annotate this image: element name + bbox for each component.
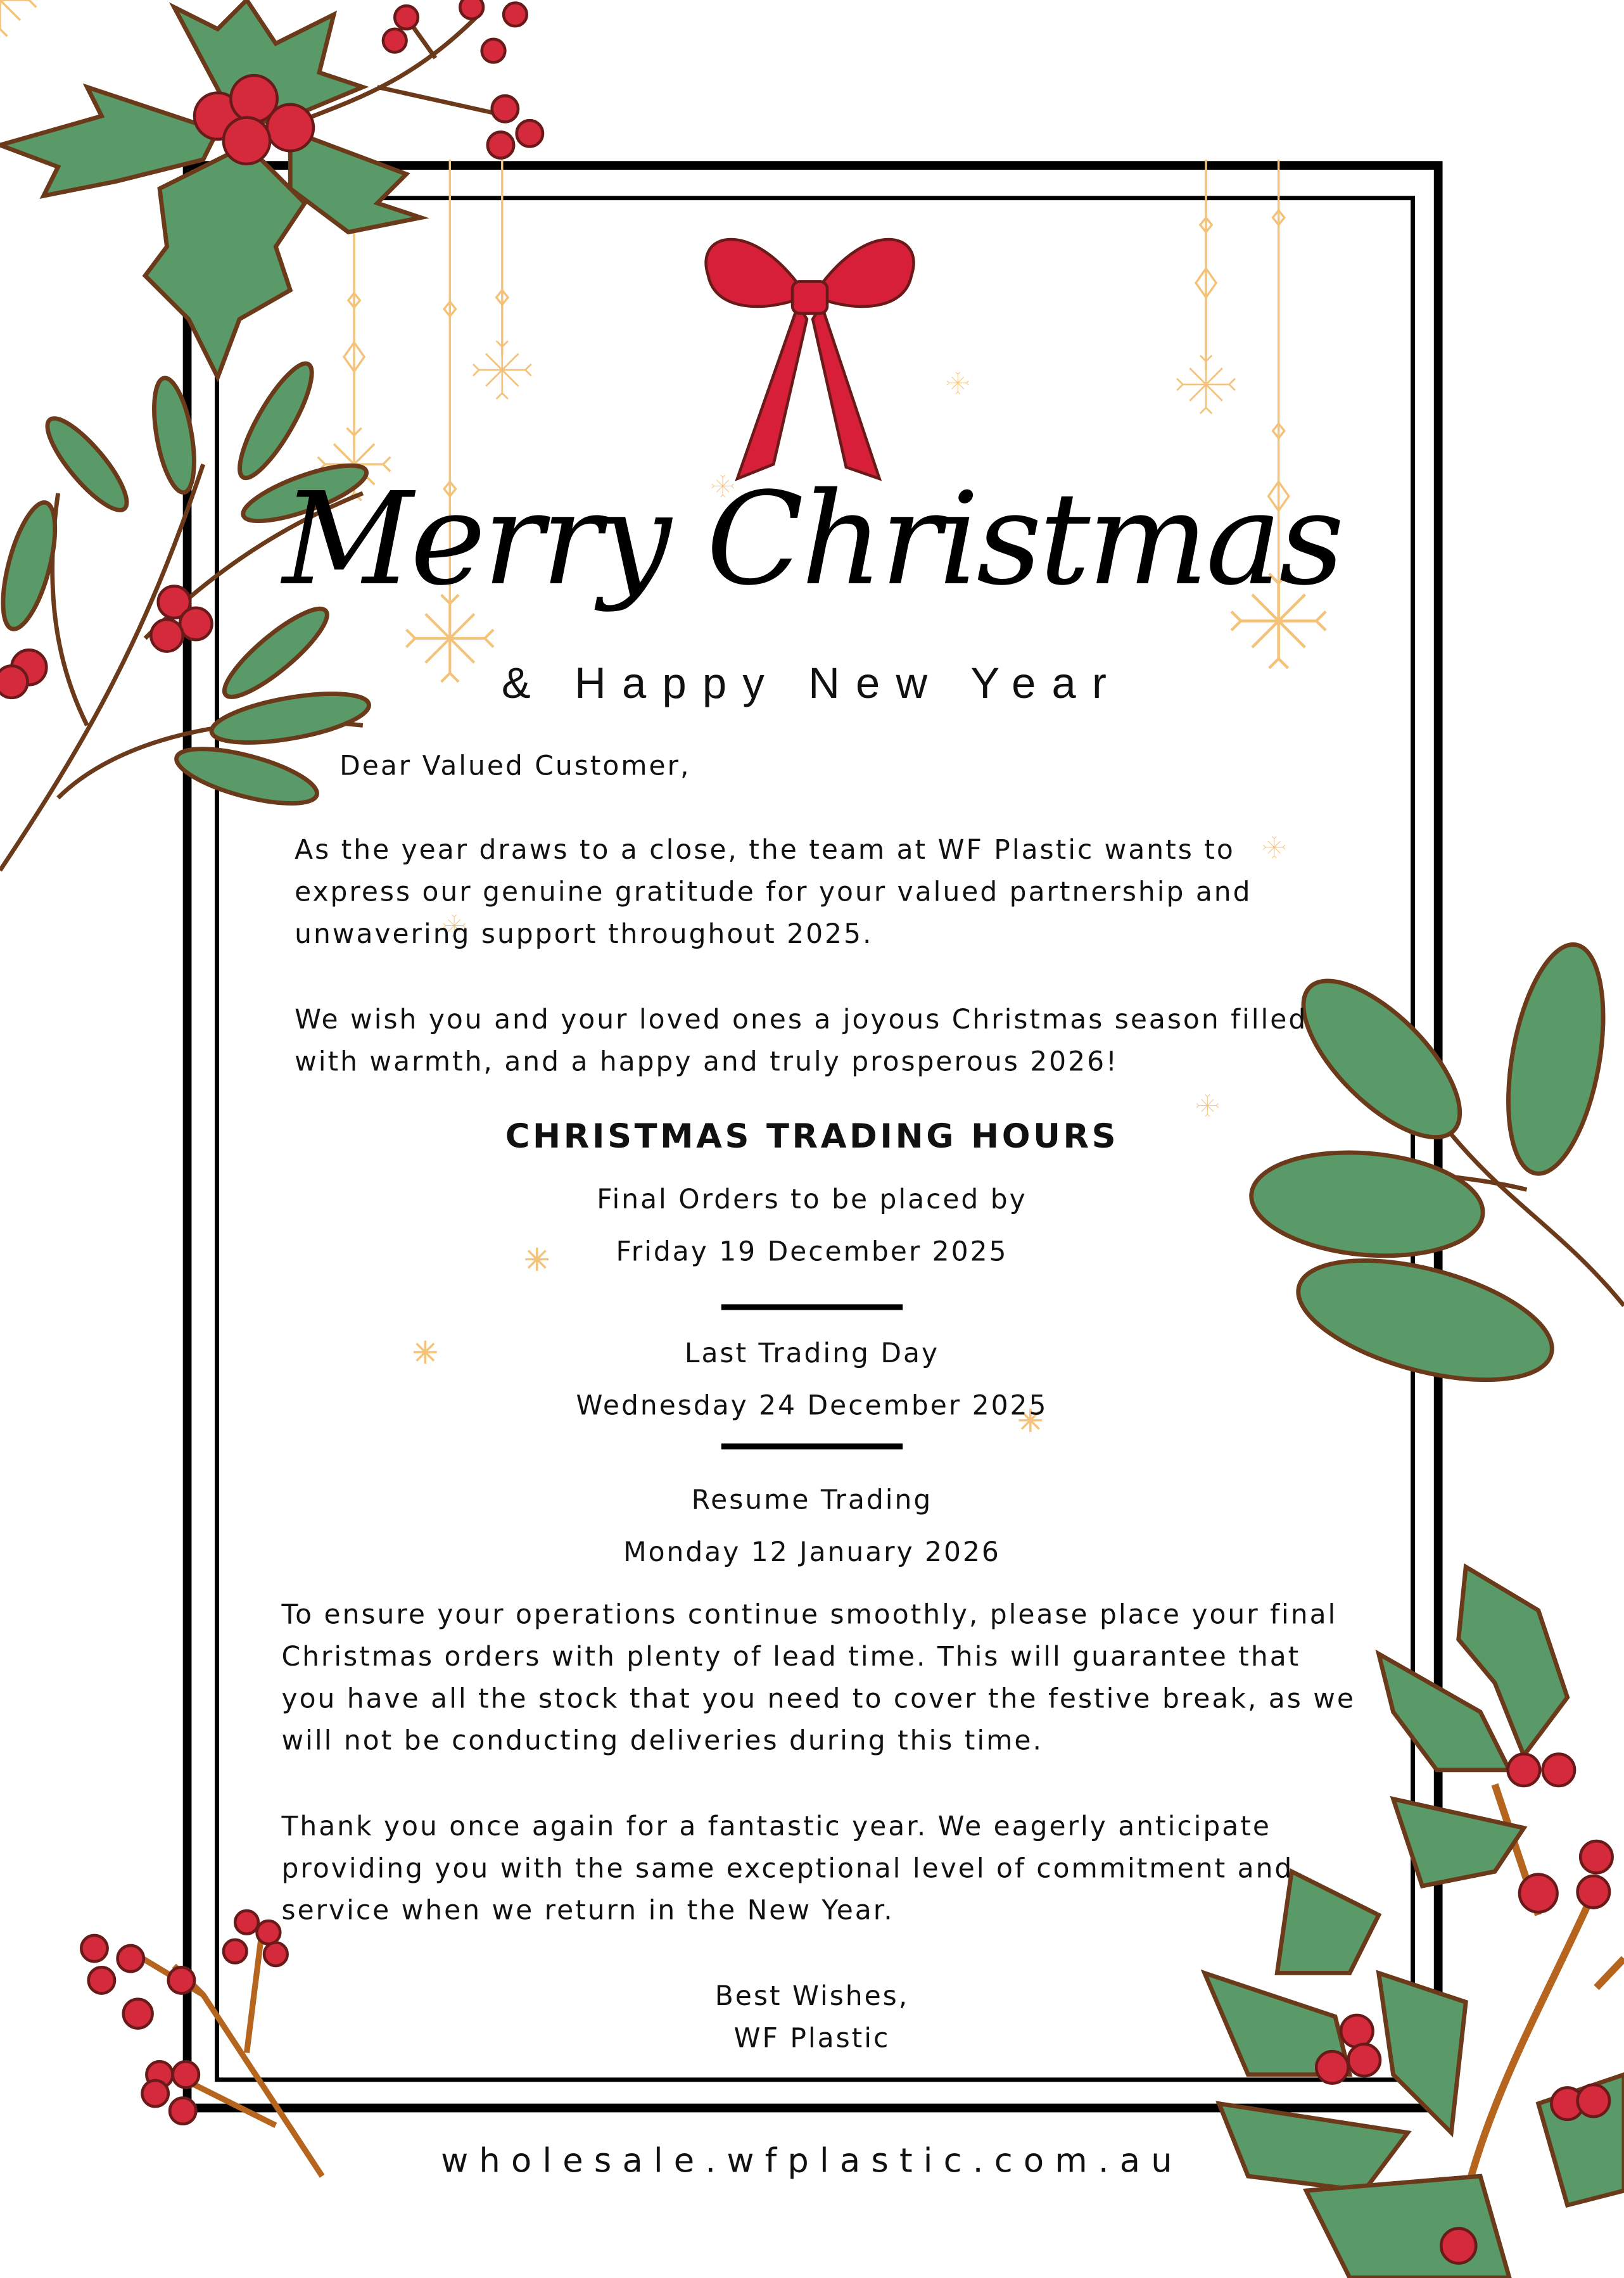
paragraph-ordering [282,1595,1355,1763]
signature: WF Plastic [733,2023,891,2054]
text-line: unwavering support throughout 2025. [295,920,873,951]
subtitle-happy-new-year: & Happy New Year [501,660,1123,708]
text-line: As the year draws to a close, the team at WF Plastic wants to [295,835,1235,866]
text-line: We wish you and your loved ones a joyous Christmas season filled [295,1005,1308,1036]
text-line: Christmas orders with plenty of lead time. This will guarantee that [281,1642,1301,1673]
resume-trading-date: Monday 12 January 2026 [623,1538,1001,1569]
title-merry-christmas: Merry Christmas [282,464,1342,614]
red-bow-icon [694,218,926,493]
text-line: service when we return in the New Year. [281,1896,894,1927]
website-link[interactable]: wholesale.wfplastic.com.au [441,2142,1183,2181]
text-line: with warmth, and a happy and truly prosperous 2026! [295,1047,1119,1079]
divider [721,1304,903,1310]
text-line: To ensure your operations continue smoothly, please place your final [281,1600,1338,1631]
paragraph-wishes [295,999,1307,1084]
final-orders-date: Friday 19 December 2025 [616,1237,1008,1269]
divider [721,1443,903,1449]
last-trading-day-label: Last Trading Day [684,1339,940,1370]
text-line: Thank you once again for a fantastic year. We eagerly anticipate [281,1812,1271,1843]
text-line: express our genuine gratitude for your valued partnership and [295,877,1252,909]
berry-sprig-decoration [73,1908,334,2183]
resume-trading-label: Resume Trading [691,1485,933,1516]
mistletoe-left-decoration [0,377,392,900]
signoff: Best Wishes, [714,1982,910,2013]
text-line: you have all the stock that you need to cover the festive break, as we [281,1684,1355,1715]
paragraph-gratitude [295,830,1252,956]
trading-hours-heading: CHRISTMAS TRADING HOURS [505,1118,1119,1156]
last-trading-day-date: Wednesday 24 December 2025 [576,1391,1048,1422]
greeting: Dear Valued Customer, [339,751,691,782]
final-orders-label: Final Orders to be placed by [597,1185,1027,1216]
holly-top-left-decoration [0,0,552,392]
text-line: providing you with the same exceptional level of commitment and [281,1854,1294,1885]
paragraph-thanks [282,1806,1294,1932]
text-line: will not be conducting deliveries during this time. [281,1726,1043,1757]
